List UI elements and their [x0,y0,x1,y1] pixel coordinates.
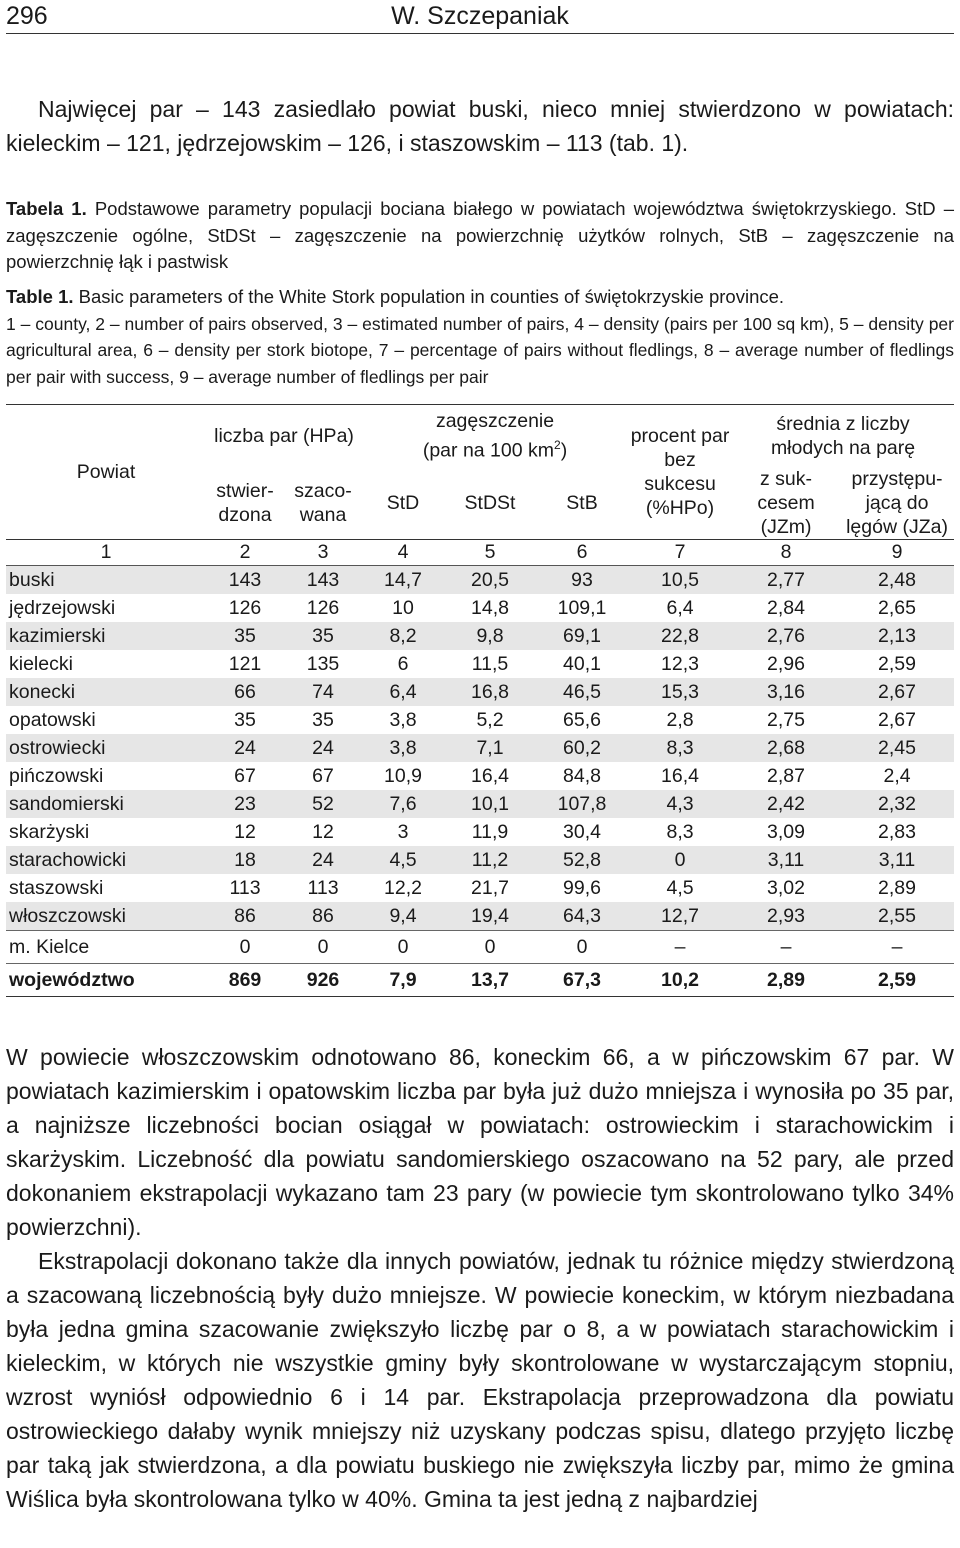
county-name-cell: jędrzejowski [9,597,116,619]
value-cell: 7,6 [362,790,444,818]
value-cell: 2,45 [840,734,954,762]
value-cell: 2,67 [878,709,916,731]
header-powiat: Powiat [6,405,206,540]
value-cell: 10,1 [444,790,536,818]
value-cell: 2,8 [666,709,694,731]
county-name-cell: sandomierski [6,790,206,818]
value-cell: 0 [536,931,628,964]
county-name-cell: ostrowiecki [6,734,206,762]
value-cell: 9,8 [444,622,536,650]
value-cell: 121 [228,653,262,675]
value-cell: 2,48 [840,566,954,595]
value-cell: 12,2 [384,877,422,899]
intro-paragraph: Najwięcej par – 143 zasiedlało powiat buski, nieco mniej stwierdzono w powiatach: kieleckim – 121, jędrzejowskim – 126, i staszowskim – 113 (tab. 1). [6,96,954,156]
value-cell: 60,2 [536,734,628,762]
county-name-cell: skarżyski [9,821,90,843]
value-cell: 2,84 [767,597,805,619]
value-cell: 69,1 [536,622,628,650]
value-cell: 7,1 [444,734,536,762]
header-rule [6,33,954,34]
value-cell: 2,93 [732,902,840,931]
running-title: W. Szczepaniak [391,2,569,30]
value-cell: 4,3 [628,790,732,818]
caption-en-legend: 1 – county, 2 – number of pairs observed, 3 – estimated number of pairs, 4 – density (pairs per 100 sq km), 5 – density per agricultural area, 6 – density per stork biotope, 7 – percentage of pairs without fledlings, 8 – average number of fledlings per pair with success, 9 – average number of fledlings per pair [6,313,954,387]
value-cell: 2,68 [732,734,840,762]
page-header [0,0,960,34]
value-cell: 16,4 [661,765,699,787]
table-caption-pl [6,196,954,276]
column-number: 7 [628,540,732,566]
body-paragraph-1: W powiecie włoszczowskim odnotowano 86, koneckim 66, a w pińczowskim 67 par. W powiatach kazimierskim i opatowskim liczba par była już dużo mniejsza i wynosiła po 35 par, a najniższe liczebności bocian osiągał w powiatach: ostrowieckim i starachowickim i skarżyskim. Liczebność dla powiatu sandomierskiego oszacowano na 52 pary, ale przed dokonaniem ekstrapolacji wykazano tam 23 pary (w powiecie tym skontrolowano tylko 34% powierzchni). [6,1044,954,1240]
table-row [6,622,954,650]
value-cell: 11,9 [471,821,509,843]
value-cell: 2,4 [883,765,911,787]
value-cell: 8,3 [628,734,732,762]
value-cell: 67 [312,765,334,787]
value-cell: 74 [284,678,362,706]
value-cell: 2,89 [878,877,916,899]
value-cell: 113 [307,877,339,899]
county-name-cell: województwo [6,964,206,997]
value-cell: 2,83 [878,821,916,843]
table-row [6,874,954,902]
value-cell: 14,8 [471,597,509,619]
value-cell: 3 [397,821,409,843]
value-cell: 0 [362,931,444,964]
column-number: 6 [536,540,628,566]
column-number: 9 [840,540,954,566]
value-cell: 109,1 [557,597,607,619]
value-cell: 869 [206,964,284,997]
value-cell: 3,8 [362,734,444,762]
value-cell: 8,2 [362,622,444,650]
table-row [6,706,954,734]
value-cell: 113 [229,877,261,899]
value-cell: 9,4 [362,902,444,931]
table-row [6,902,954,931]
value-cell: 93 [536,566,628,595]
value-cell: 2,13 [840,622,954,650]
county-name-cell: konecki [6,678,206,706]
county-name-cell: pińczowski [9,765,104,787]
header-zageszczenie-unit: (par na 100 $km^2$) [422,438,568,462]
value-cell: 2,59 [840,964,954,997]
value-cell: – [628,931,732,964]
value-cell: 23 [206,790,284,818]
table-row [6,678,954,706]
value-cell: – [732,931,840,964]
table-row [6,566,954,595]
table-row [6,762,954,790]
value-cell: 67,3 [536,964,628,997]
column-number: 5 [444,540,536,566]
population-table [6,404,954,997]
table-caption-en [6,284,954,390]
caption-pl-label: Tabela 1. [6,198,87,219]
value-cell: 35 [312,709,334,731]
county-name-cell: staszowski [9,877,104,899]
value-cell: 2,87 [767,765,805,787]
value-cell: 7,9 [362,964,444,997]
value-cell: 86 [284,902,362,931]
value-cell: 6,4 [666,597,694,619]
value-cell: 0 [284,931,362,964]
value-cell: – [840,931,954,964]
value-cell: 13,7 [444,964,536,997]
value-cell: 46,5 [536,678,628,706]
value-cell: 12,7 [628,902,732,931]
value-cell: 107,8 [536,790,628,818]
value-cell: 16,8 [444,678,536,706]
value-cell: 135 [306,653,340,675]
header-procent: procent par bez sukcesu (%HPo) [628,405,732,540]
header-zageszczenie [362,405,628,468]
value-cell: 2,77 [732,566,840,595]
value-cell: 10,5 [628,566,732,595]
value-cell: 2,32 [840,790,954,818]
value-cell: 10,9 [384,765,422,787]
county-name-cell: opatowski [9,709,96,731]
value-cell: 19,4 [444,902,536,931]
value-cell: 926 [284,964,362,997]
table-row [6,846,954,874]
header-stdst: StDSt [464,492,516,514]
value-cell: 11,2 [444,846,536,874]
table-row [6,790,954,818]
value-cell: 2,76 [732,622,840,650]
value-cell: 35 [284,622,362,650]
county-name-cell: buski [6,566,206,595]
value-cell: 16,4 [471,765,509,787]
city-row [6,931,954,964]
county-name-cell: m. Kielce [6,931,206,964]
data-table-wrapper [6,404,954,997]
value-cell: 143 [284,566,362,595]
value-cell: 6,4 [362,678,444,706]
value-cell: 84,8 [563,765,601,787]
body-paragraph-2: Ekstrapolacji dokonano także dla innych powiatów, jednak tu różnice między stwierdzoną a szacowaną liczebnością były dużo mniejsze. W powiecie koneckim, w którym niezbadana była jedna gmina szacowanie zwiększyło liczbę par o 8, a w powiatach starachowickim i kieleckim, w których nie wszystkie gminy były skontrolowane w wystarczającym stopniu, wzrost wyniósł odpowiednio 6 i 14 par. Ekstrapolacja przeprowadzona dla powiatu ostrowieckiego dałaby wynik mniejszy niż uzyskany podczas spisu, dlatego przyjęto liczbę par taką jak stwierdzona, a dla powiatu buskiego nie zwiększyła liczby par, mimo że gmina Wiślica była skontrolowana tylko w 40%. Gmina ta jest jedną z najbardziej [6,1248,954,1512]
value-cell: 18 [206,846,284,874]
value-cell: 21,7 [471,877,509,899]
value-cell: 5,2 [476,709,504,731]
value-cell: 24 [206,734,284,762]
value-cell: 24 [284,734,362,762]
value-cell: 30,4 [563,821,601,843]
value-cell: 12 [312,821,334,843]
value-cell: 3,11 [840,846,954,874]
value-cell: 3,09 [767,821,805,843]
value-cell: 2,89 [732,964,840,997]
value-cell: 126 [228,597,262,619]
value-cell: 10,2 [628,964,732,997]
column-number: 4 [362,540,444,566]
caption-en-label: Table 1. [6,286,74,307]
value-cell: 143 [206,566,284,595]
value-cell: 35 [234,709,256,731]
value-cell: 0 [628,846,732,874]
value-cell: 6 [397,653,409,675]
caption-pl-text: Podstawowe parametry populacji bociana białego w powiatach województwa świętokrzyskiego. StD – zagęszczenie ogólne, StDSt – zagęszczenie na powierzchnię użytków rolnych, StB – zagęszczenie na powierzchnię łąk i pastwisk [6,198,954,272]
caption-en-text: Basic parameters of the White Stork population in counties of świętokrzyskie province. [78,286,785,307]
value-cell: 12,3 [661,653,699,675]
header-srednia: średnia z liczby młodych na parę [732,405,954,468]
value-cell: 67 [234,765,256,787]
value-cell: 40,1 [563,653,601,675]
county-name-cell: starachowicki [6,846,206,874]
header-stb: StB [566,492,598,514]
value-cell: 3,16 [732,678,840,706]
county-name-cell: kielecki [9,653,73,675]
header-jza: przystępu-jącą do lęgów (JZa) [846,468,948,538]
value-cell: 3,8 [389,709,417,731]
column-number: 3 [284,540,362,566]
table-row [6,734,954,762]
value-cell: 22,8 [628,622,732,650]
header-szacowana: szaco-wana [294,480,352,526]
value-cell: 99,6 [563,877,601,899]
value-cell: 52,8 [536,846,628,874]
value-cell: 11,5 [471,653,509,675]
value-cell: 86 [206,902,284,931]
column-number: 8 [732,540,840,566]
value-cell: 24 [284,846,362,874]
header-zageszczenie-title: zagęszczenie [435,410,555,433]
value-cell: 4,5 [362,846,444,874]
value-cell: 64,3 [536,902,628,931]
value-cell: 0 [444,931,536,964]
county-name-cell: włoszczowski [6,902,206,931]
value-cell: 65,6 [563,709,601,731]
total-row [6,964,954,997]
value-cell: 0 [206,931,284,964]
header-std: StD [386,492,420,514]
value-cell: 2,96 [767,653,805,675]
table-row [6,650,954,678]
column-number: 2 [206,540,284,566]
column-numbers-row [6,540,954,566]
value-cell: 3,11 [732,846,840,874]
column-number: 1 [6,540,206,566]
header-stwierdzona: stwier-dzona [216,480,274,526]
value-cell: 126 [306,597,340,619]
header-jzm: z suk-cesem (JZm) [757,468,815,538]
county-name-cell: kazimierski [6,622,206,650]
value-cell: 35 [206,622,284,650]
value-cell: 2,59 [878,653,916,675]
value-cell: 14,7 [362,566,444,595]
value-cell: 4,5 [666,877,694,899]
value-cell: 20,5 [444,566,536,595]
value-cell: 15,3 [628,678,732,706]
table-row [6,594,954,622]
table-body [6,540,954,997]
value-cell: 66 [206,678,284,706]
value-cell: 10 [392,597,414,619]
header-liczba-par: liczba par (HPa) [206,405,362,468]
value-cell: 8,3 [666,821,694,843]
value-cell: 2,55 [840,902,954,931]
value-cell: 12 [234,821,256,843]
value-cell: 2,67 [840,678,954,706]
value-cell: 3,02 [767,877,805,899]
value-cell: 2,75 [767,709,805,731]
value-cell: 52 [284,790,362,818]
value-cell: 2,42 [732,790,840,818]
page-number: 296 [6,2,48,30]
table-row [6,818,954,846]
value-cell: 2,65 [878,597,916,619]
